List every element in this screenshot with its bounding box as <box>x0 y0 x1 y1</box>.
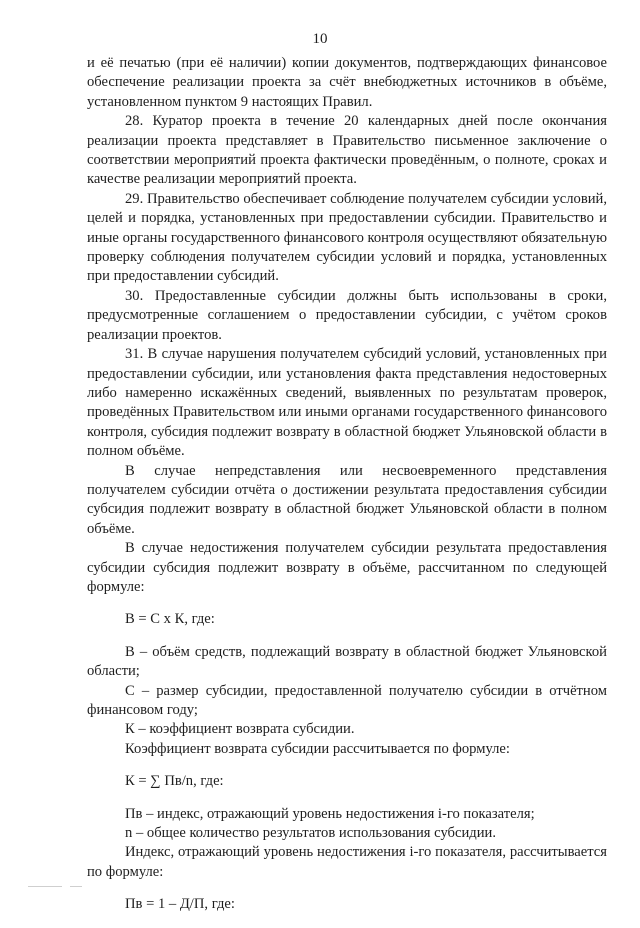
scan-artifact <box>28 886 62 887</box>
paragraph-31: 31. В случае нарушения получателем субсидий условий, установленных при предоставлении субсидии, или установления факта представления недостоверных либо намеренно искажённых сведений, выявленных по результатам проверок, проведённых Правительством или иными органами государственного финансового контроля, субсидия подлежит возврату в областной бюджет Ульяновской области в полном объёме. <box>87 346 607 460</box>
document-body <box>87 54 607 928</box>
definition-c: С – размер субсидии, предоставленной получателю субсидии в отчётном финансовом году; <box>87 682 607 718</box>
paragraph-continuation: и её печатью (при её наличии) копии документов, подтверждающих финансовое обеспечение реализации проекта за счёт внебюджетных источников в объёме, установленном пунктом 9 настоящих Правил. <box>87 55 607 110</box>
scan-artifact <box>70 886 82 887</box>
definition-pv: Пв – индекс, отражающий уровень недостижения i-го показателя; <box>125 805 535 822</box>
paragraph-28: 28. Куратор проекта в течение 20 календарных дней после окончания реализации проекта представляет в Правительство письменное заключение о соответствии мероприятий проекта фактически проведённым, о полноте, сроках и качестве реализации мероприятий проекта. <box>87 113 607 188</box>
definition-n: n – общее количество результатов использования субсидии. <box>125 825 496 842</box>
formula-return-volume: В = С х К, где: <box>125 611 215 628</box>
definition-k: К – коэффициент возврата субсидии. <box>125 721 355 738</box>
formula-index: Пв = 1 – Д/П, где: <box>125 896 235 913</box>
paragraph-30: 30. Предоставленные субсидии должны быть использованы в сроки, предусмотренные соглашением о предоставлении субсидии, с учётом сроков реализации проектов. <box>87 287 607 343</box>
coefficient-intro: Коэффициент возврата субсидии рассчитывается по формуле: <box>125 740 510 757</box>
index-intro: Индекс, отражающий уровень недостижения i-го показателя, рассчитывается по формуле: <box>87 844 607 880</box>
paragraph-non-submission: В случае непредставления или несвоевременного представления получателем субсидии отчёта о достижении результата предоставления субсидии субсидия подлежит возврату в областной бюджет Ульяновской области в полном объёме. <box>87 462 607 537</box>
page-number: 10 <box>312 31 328 47</box>
formula-coefficient: К = ∑ Пв/n, где: <box>125 773 224 790</box>
paragraph-29: 29. Правительство обеспечивает соблюдение получателем субсидии условий, целей и порядка, установленных при предоставлении субсидии. Правительство и иные органы государственного финансового контроля осуществляют обязательную проверку соблюдения получателем субсидии условий и порядка, установленных при предоставлении субсидий. <box>87 190 607 285</box>
definition-b: В – объём средств, подлежащий возврату в областной бюджет Ульяновской области; <box>87 643 607 680</box>
paragraph-non-achievement: В случае недостижения получателем субсидии результата предоставления субсидии субсидия подлежит возврату в объёме, рассчитанном по следующей формуле: <box>87 540 607 595</box>
